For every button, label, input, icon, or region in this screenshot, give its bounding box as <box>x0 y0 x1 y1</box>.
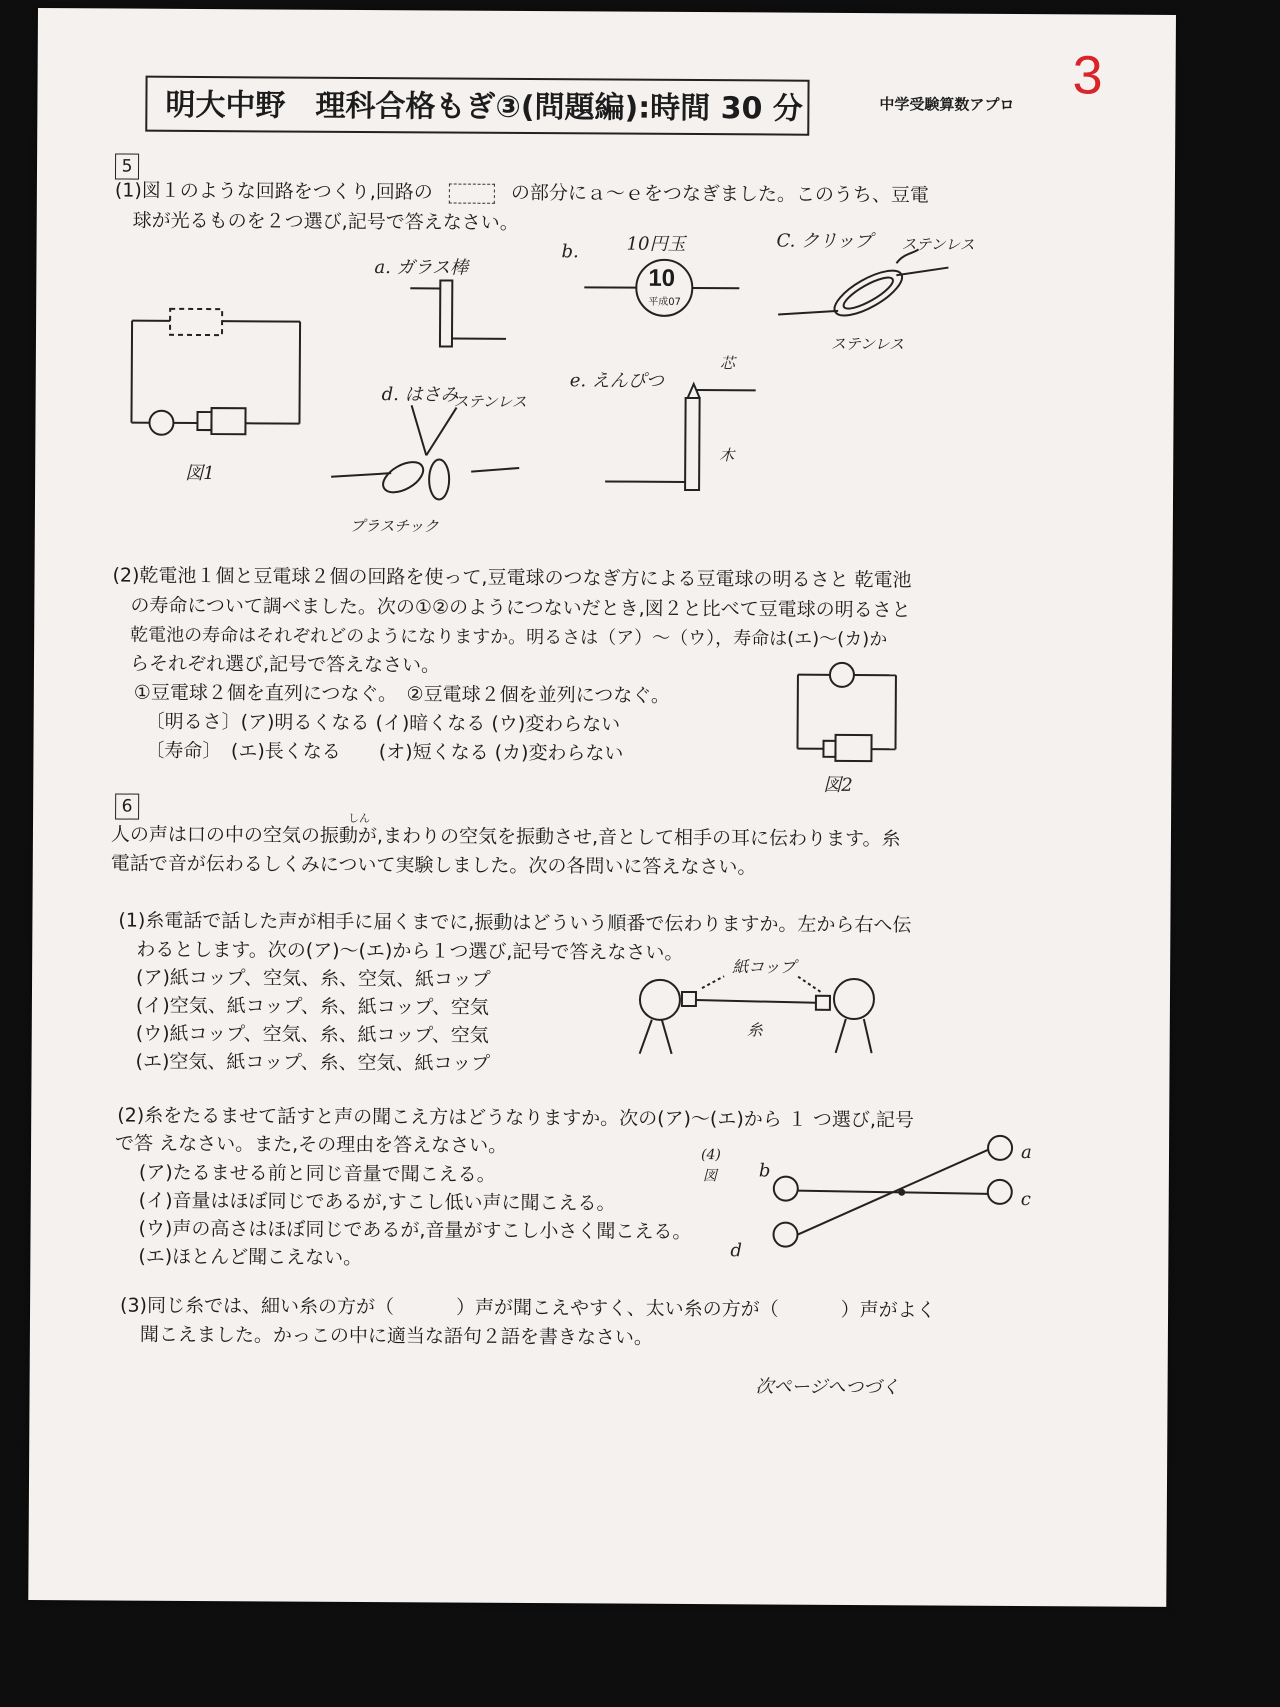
crossed-strings-drawing <box>755 1132 1036 1274</box>
question-5-number: 5 <box>115 153 139 179</box>
fig4-label-d: d <box>730 1240 743 1262</box>
glass-rod-drawing <box>406 280 526 361</box>
publisher-name: 中学受験算数アプロ <box>879 95 1015 114</box>
q5-part2-line3: 乾電池の寿命はそれぞれどのようになりますか。明るさは（ア）～（ウ），寿命は(エ)～(カ)か <box>130 624 888 651</box>
item-a-label: a. ガラス棒 <box>374 257 469 279</box>
q5-part2-line4: らそれぞれ選び,記号で答えなさい。 <box>129 652 441 677</box>
dashed-slot-icon <box>449 183 495 203</box>
q6-part1-line2: わるとします。次の(ア)～(エ)から１つ選び,記号で答えなさい。 <box>136 938 684 964</box>
q5-brightness-choices: 〔明るさ〕(ア)明るくなる (イ)暗くなる (ウ)変わらない <box>145 710 621 736</box>
furigana-shin: しん <box>348 811 371 826</box>
handwritten-page-number: 3 <box>1072 45 1103 106</box>
item-e-note-wood: 木 <box>719 446 735 465</box>
q5-part1-line2: 球が光るものを２つ選び,記号で答えなさい。 <box>132 209 519 234</box>
q6-part3-line2: 聞こえました。かっこの中に適当な語句２語を書きなさい。 <box>139 1323 653 1349</box>
paper-clip-drawing <box>778 253 958 334</box>
item-e-note-lead: 芯 <box>719 354 735 373</box>
q5-battery-life-choices: 〔寿命〕 (エ)長くなる (オ)短くなる (カ)変わらない <box>145 739 624 765</box>
fig4-label-c: c <box>1020 1189 1031 1211</box>
q5-part2-line2: の寿命について調べました。次の①②のようにつないだとき,図２と比べて豆電球の明るさと <box>130 594 911 622</box>
q6-part1-choice-u: (ウ)紙コップ、空気、糸、紙コップ、空気 <box>135 1022 489 1047</box>
pencil-drawing <box>605 381 776 492</box>
item-c-note-top: ステンレス <box>901 235 975 254</box>
item-c-label: C. クリップ <box>776 230 873 253</box>
figure-1-caption: 図1 <box>185 462 215 485</box>
q6-part2-choice-u: (ウ)声の高さはほぼ同じであるが,音量がすこし小さく聞こえる。 <box>138 1217 692 1244</box>
page-title: 明大中野 理科合格もぎ③(問題編):時間 30 分 <box>145 76 809 136</box>
item-d-label: d. はさみ <box>381 384 459 406</box>
question-6-number: 6 <box>115 793 139 819</box>
q6-part1-choice-a: (ア)紙コップ、空気、糸、空気、紙コップ <box>136 966 491 991</box>
q6-intro-line1: 人の声は口の中の空気の振動が,まわりの空気を振動させ,音として相手の耳に伝わります。糸 <box>110 823 901 851</box>
fig4-label: 図 <box>702 1168 717 1185</box>
q5-part1-text-a: (1)図１のような回路をつくり,回路の <box>114 179 433 204</box>
q5-part1-line1 <box>115 176 929 210</box>
paper-cup-label: 紙コップ <box>732 957 796 977</box>
item-b-label: 10円玉 <box>626 233 686 255</box>
fig4-label-b: b <box>758 1160 771 1182</box>
coin-number: 10 <box>648 264 676 292</box>
item-c-note-bottom: ステンレス <box>830 334 905 354</box>
item-e-label: e. えんぴつ <box>569 370 664 392</box>
q5-part2-line1: (2)乾電池１個と豆電球２個の回路を使って,豆電球のつなぎ方による豆電球の明るさと 乾電池 <box>112 564 912 592</box>
worksheet-paper <box>28 8 1176 1607</box>
scissors-drawing <box>331 405 522 516</box>
q6-part2-line1: (2)糸をたるませて話すと声の聞こえ方はどうなりますか。次の(ア)～(エ)から １ つ選び,記号 <box>117 1104 914 1132</box>
q5-part2-options: ①豆電球２個を直列につなぐ。 ②豆電球２個を並列につなぐ。 <box>133 681 670 707</box>
q6-part1-line1: (1)糸電話で話した声が相手に届くまでに,振動はどういう順番で伝わりますか。左から右へ伝 <box>118 909 912 937</box>
fig4-number: (4) <box>700 1147 721 1164</box>
coin-year: 平成07 <box>648 296 681 308</box>
item-b-letter: b. <box>561 241 579 263</box>
q6-part3-text-a: (3)同じ糸では、細い糸の方が（ <box>120 1294 395 1319</box>
q5-part1-text-b: の部分にａ～ｅをつなぎました。このうち、豆電 <box>510 181 930 207</box>
fig4-label-a: a <box>1020 1142 1032 1164</box>
q6-part2-choice-a: (ア)たるませる前と同じ音量で聞こえる。 <box>138 1161 496 1186</box>
item-d-note-bottom: プラスチック <box>349 516 439 536</box>
q6-part1-choice-i: (イ)空気、紙コップ、糸、紙コップ、空気 <box>135 994 489 1019</box>
string-telephone-drawing <box>632 970 883 1062</box>
q6-part2-line2: で答 えなさい。また,その理由を答えなさい。 <box>114 1132 508 1157</box>
figure-2-caption: 図2 <box>823 774 853 796</box>
item-d-note-top: ステンレス <box>453 392 527 411</box>
q6-part1-choice-e: (エ)空気、紙コップ、糸、空気、紙コップ <box>135 1050 491 1075</box>
string-label: 糸 <box>746 1020 763 1040</box>
q6-part2-choice-e: (エ)ほとんど聞こえない。 <box>138 1245 363 1270</box>
continued-next-page: 次ページへつづく <box>755 1376 900 1399</box>
figure-1-circuit <box>129 309 310 440</box>
q6-part3-text-b: ）声が聞こえやすく、太い糸の方が（ <box>455 1296 779 1321</box>
q6-intro-line2: 電話で音が伝わるしくみについて実験しました。次の各問いに答えなさい。 <box>110 852 757 879</box>
figure-2-circuit <box>795 663 906 764</box>
q6-part3-text-c: ）声がよく <box>840 1298 936 1322</box>
q6-part2-choice-i: (イ)音量はほぼ同じであるが,すこし低い声に聞こえる。 <box>138 1189 616 1215</box>
